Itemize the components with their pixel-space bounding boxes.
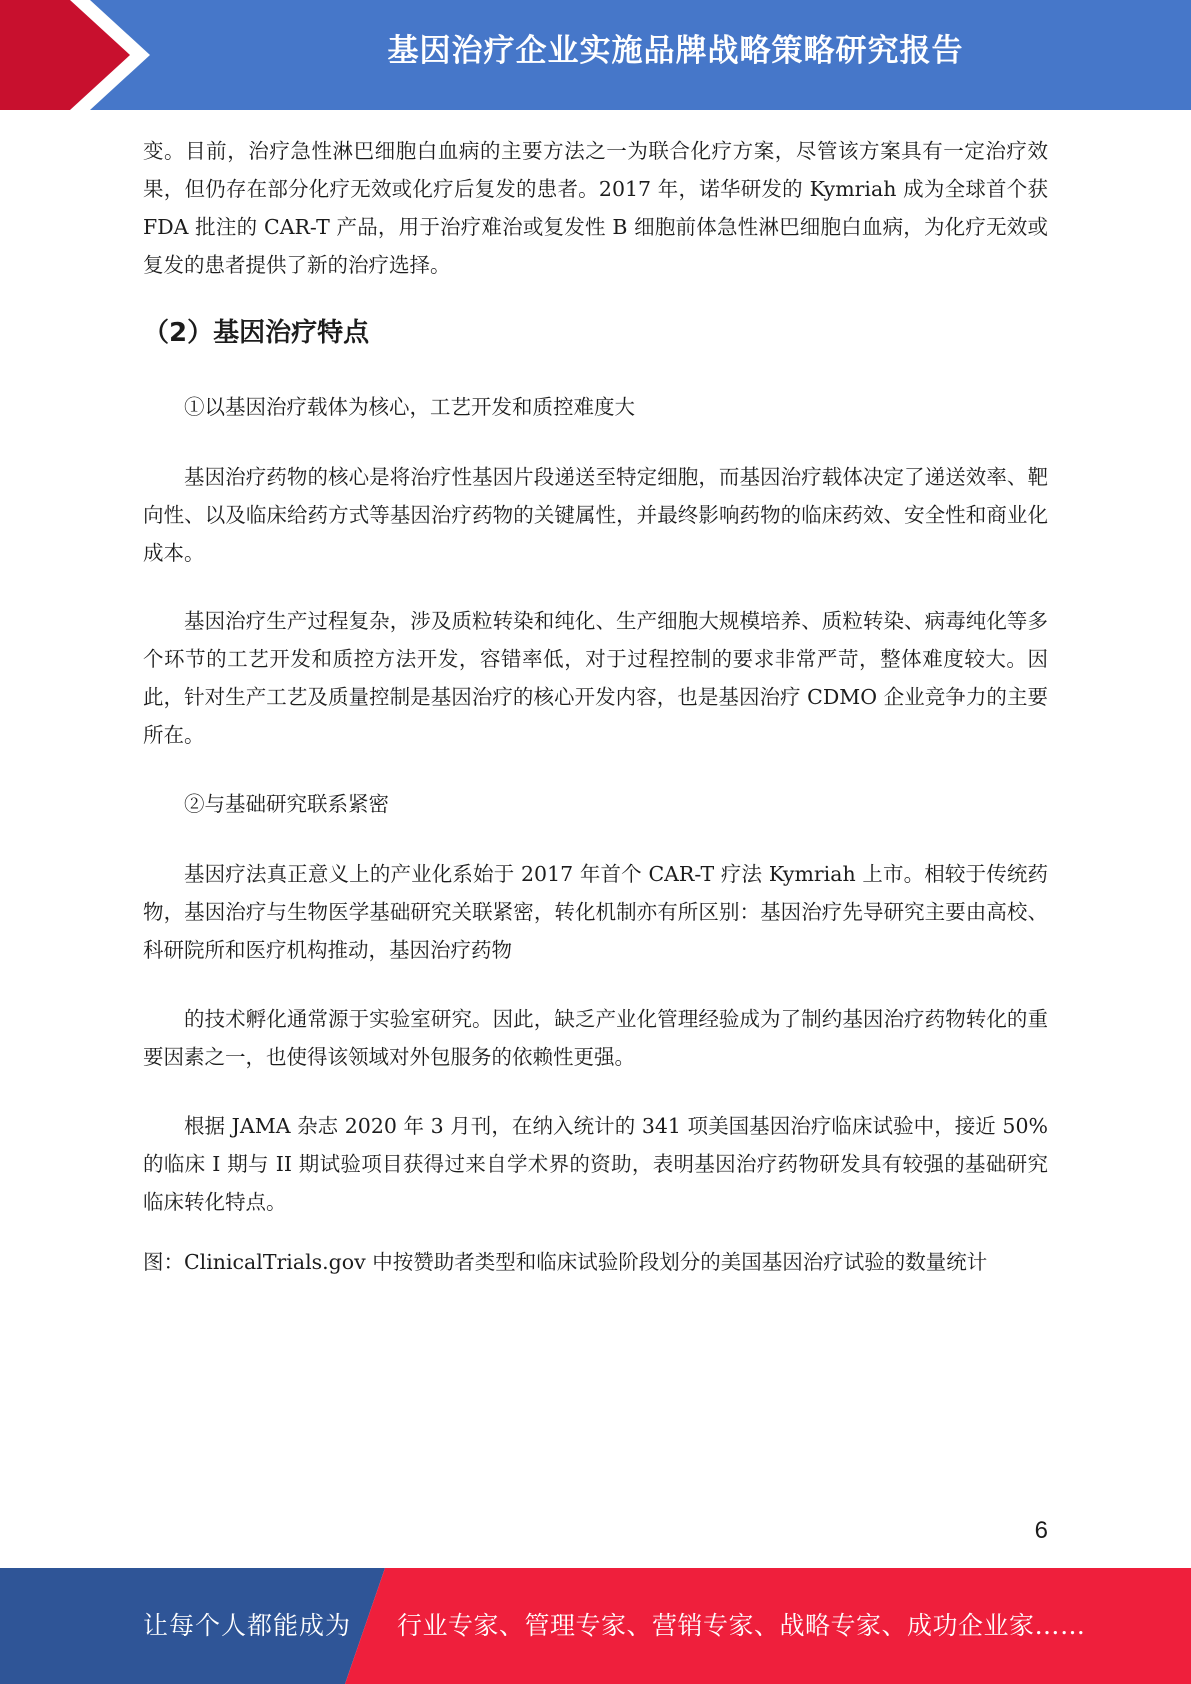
figure-caption: 图：ClinicalTrials.gov 中按赞助者类型和临床试验阶段划分的美国基因治疗试验的数量统计 (143, 1250, 988, 1274)
paragraph-incubation: 的技术孵化通常源于实验室研究。因此，缺乏产业化管理经验成为了制约基因治疗药物转化的重要因素之一，也使得该领域对外包服务的依赖性更强。 (143, 1007, 1048, 1069)
page-footer (0, 1568, 1191, 1684)
page-number: 6 (1034, 1517, 1048, 1544)
paragraph-jama-study: 根据 JAMA 杂志 2020 年 3 月刊，在纳入统计的 341 项美国基因治疗临床试验中，接近 50%的临床 I 期与 II 期试验项目获得过来自学术界的资助，表明基因治疗药物研发具有较强的基础研究临床转化特点。 (143, 1114, 1048, 1214)
paragraph-industrialization: 基因疗法真正意义上的产业化系始于 2017 年首个 CAR-T 疗法 Kymriah 上市。相较于传统药物，基因治疗与生物医学基础研究关联紧密，转化机制亦有所区别：基因治疗先导研究主要由高校、科研院所和医疗机构推动，基因治疗药物 (143, 862, 1048, 962)
paragraph-vector-core: 基因治疗药物的核心是将治疗性基因片段递送至特定细胞，而基因治疗载体决定了递送效率、靶向性、以及临床给药方式等基因治疗药物的关键属性，并最终影响药物的临床药效、安全性和商业化成本。 (143, 465, 1048, 565)
footer-slogan-left: 让每个人都能成为 (143, 1611, 352, 1640)
footer-slogan-right: 行业专家、管理专家、营销专家、战略专家、成功企业家…… (397, 1611, 1086, 1640)
section-title: （2）基因治疗特点 (143, 318, 370, 348)
paragraph-production-process: 基因治疗生产过程复杂，涉及质粒转染和纯化、生产细胞大规模培养、质粒转染、病毒纯化等多个环节的工艺开发和质控方法开发，容错率低，对于过程控制的要求非常严苛，整体难度较大。因此，针对生产工艺及质量控制是基因治疗的核心开发内容，也是基因治疗 CDMO 企业竞争力的主要所在。 (143, 609, 1048, 747)
report-title: 基因治疗企业实施品牌战略策略研究报告 (387, 33, 964, 69)
page-header (0, 0, 1191, 110)
paragraph-intro: 变。目前，治疗急性淋巴细胞白血病的主要方法之一为联合化疗方案，尽管该方案具有一定治疗效果，但仍存在部分化疗无效或化疗后复发的患者。2017 年，诺华研发的 Kymriah 成为全球首个获 FDA 批注的 CAR-T 产品，用于治疗难治或复发性 B 细胞前体急性淋巴细胞白血病，为化疗无效或复发的患者提供了新的治疗选择。 (143, 139, 1048, 277)
subheading-vector-core: ①以基因治疗载体为核心，工艺开发和质控难度大 (184, 395, 635, 419)
subheading-basic-research: ②与基础研究联系紧密 (184, 792, 389, 816)
